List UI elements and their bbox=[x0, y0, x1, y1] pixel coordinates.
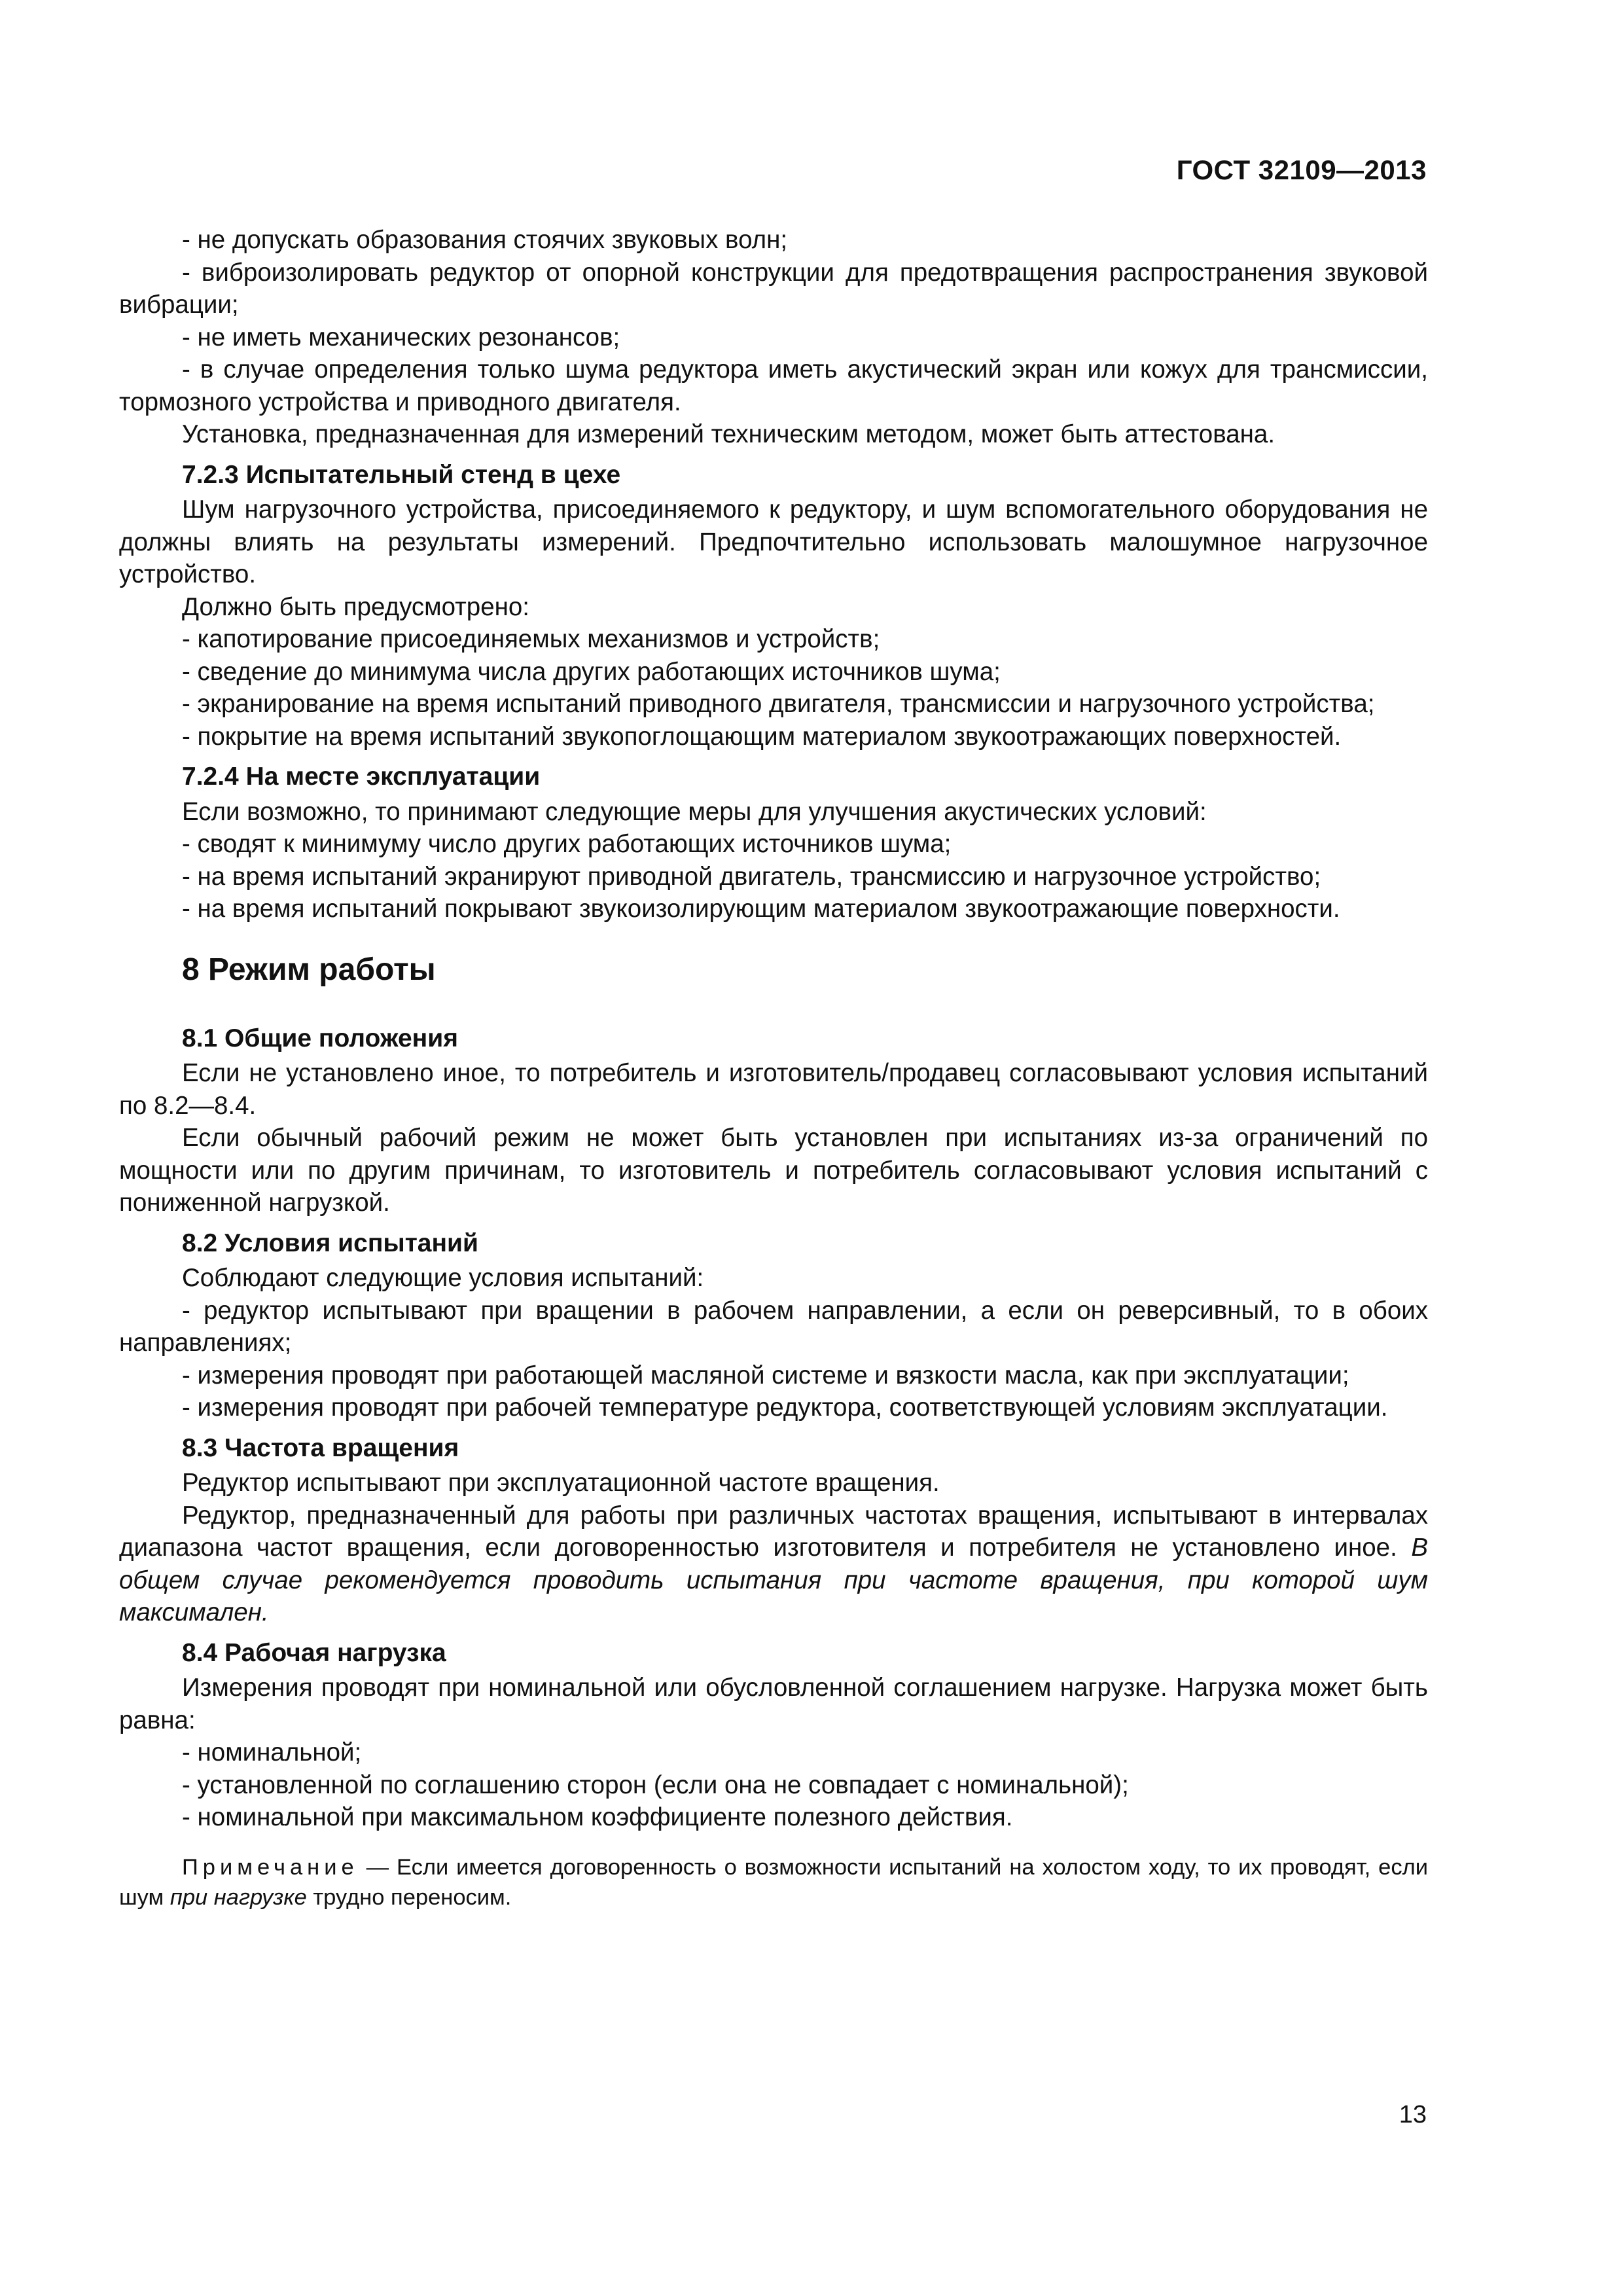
paragraph: Соблюдают следующие условия испытаний: bbox=[182, 1264, 704, 1292]
paragraph: Если обычный рабочий режим не может быть установлен при испытаниях из-за ограничений по мощности или по другим причинам, то изготовитель и потребитель согласовывают условия испытаний с пониженной нагрузкой. bbox=[119, 1124, 1428, 1217]
paragraph: Должно быть предусмотрено: bbox=[182, 592, 529, 621]
note-label: Примечание bbox=[182, 1854, 359, 1880]
italic-recommendation: В общем случае рекомендуется проводить испытания при частоте вращения, при которой шум максимален. bbox=[119, 1534, 1428, 1626]
paragraph: Шум нагрузочного устройства, присоединяемого к редуктору, и шум вспомогательного оборудования не должны влиять на результаты измерений. Предпочтительно использовать малошумное нагрузочное устройство. bbox=[119, 495, 1428, 588]
note-italic: при нагрузке bbox=[169, 1884, 307, 1910]
list-item: - капотирование присоединяемых механизмов и устройств; bbox=[182, 625, 880, 653]
list-item: - измерения проводят при работающей масляной системе и вязкости масла, как при эксплуатации; bbox=[182, 1361, 1349, 1390]
list-item: - сводят к минимуму число других работающих источников шума; bbox=[182, 830, 952, 858]
list-item: - виброизолировать редуктор от опорной конструкции для предотвращения распространения звуковой вибрации; bbox=[119, 258, 1428, 319]
list-item: - номинальной при максимальном коэффициенте полезного действия. bbox=[182, 1803, 1013, 1831]
list-item: - на время испытаний экранируют приводной двигатель, трансмиссию и нагрузочное устройство; bbox=[182, 862, 1321, 891]
paragraph: Измерения проводят при номинальной или обусловленной соглашением нагрузке. Нагрузка может быть равна: bbox=[119, 1674, 1428, 1734]
paragraph: Редуктор испытывают при эксплуатационной частоте вращения. bbox=[182, 1469, 940, 1497]
list-item: - сведение до минимума числа других работающих источников шума; bbox=[182, 657, 1001, 686]
section-heading-8-3: 8.3 Частота вращения bbox=[182, 1433, 459, 1462]
paragraph: Если возможно, то принимают следующие меры для улучшения акустических условий: bbox=[182, 797, 1207, 826]
list-item: - не допускать образования стоячих звуковых волн; bbox=[182, 226, 788, 254]
list-item: - покрытие на время испытаний звукопоглощающим материалом звукоотражающих поверхностей. bbox=[182, 722, 1342, 751]
list-item: - в случае определения только шума редуктора иметь акустический экран или кожух для трансмиссии, тормозного устройства и приводного двигателя. bbox=[119, 355, 1428, 416]
standard-header: ГОСТ 32109—2013 bbox=[1176, 154, 1427, 185]
list-item: - экранирование на время испытаний приводного двигателя, трансмиссии и нагрузочного устройства; bbox=[182, 690, 1375, 718]
paragraph: Установка, предназначенная для измерений техническим методом, может быть аттестована. bbox=[182, 420, 1275, 448]
section-heading-8-2: 8.2 Условия испытаний bbox=[182, 1229, 478, 1257]
note bbox=[119, 1852, 1428, 1912]
document-body bbox=[119, 224, 1428, 1912]
list-item: - измерения проводят при рабочей температуре редуктора, соответствующей условиям эксплуатации. bbox=[182, 1393, 1388, 1422]
list-item: - номинальной; bbox=[182, 1738, 362, 1767]
list-item: - не иметь механических резонансов; bbox=[182, 323, 620, 351]
paragraph bbox=[119, 1499, 1428, 1629]
list-item: - установленной по соглашению сторон (если она не совпадает с номинальной); bbox=[182, 1770, 1129, 1799]
list-item: - редуктор испытывают при вращении в рабочем направлении, а если он реверсивный, то в обоих направлениях; bbox=[119, 1296, 1428, 1357]
section-heading-7-2-4: 7.2.4 На месте эксплуатации bbox=[182, 762, 541, 791]
section-heading-8-1: 8.1 Общие положения bbox=[182, 1024, 458, 1052]
note-text-end: трудно переносим. bbox=[306, 1884, 512, 1910]
paragraph-text: Редуктор, предназначенный для работы при различных частотах вращения, испытывают в интервалах диапазона частот вращения, если договоренностью изготовителя и потребителя не установлено иное. bbox=[119, 1501, 1428, 1562]
section-heading-7-2-3: 7.2.3 Испытательный стенд в цехе bbox=[182, 460, 621, 489]
paragraph: Если не установлено иное, то потребитель и изготовитель/продавец согласовывают условия испытаний по 8.2—8.4. bbox=[119, 1059, 1428, 1120]
section-heading-8-4: 8.4 Рабочая нагрузка bbox=[182, 1638, 446, 1667]
chapter-heading-8: 8 Режим работы bbox=[182, 952, 436, 987]
note-text: — Если имеется договоренность о возможности испытаний на холостом ходу, то их проводят, если шум bbox=[119, 1854, 1428, 1910]
list-item: - на время испытаний покрывают звукоизолирующим материалом звукоотражающие поверхности. bbox=[182, 895, 1340, 923]
page-number: 13 bbox=[1399, 2101, 1427, 2128]
